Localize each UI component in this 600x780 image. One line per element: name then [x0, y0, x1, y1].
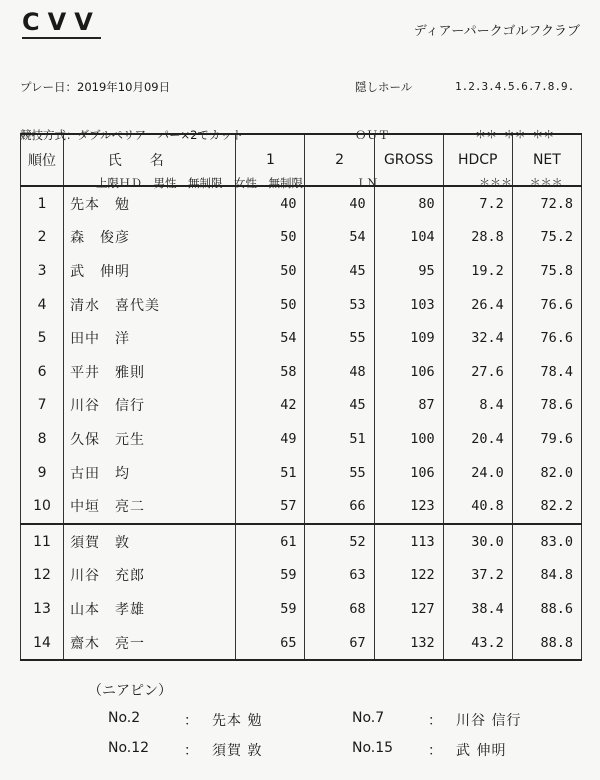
player-name-cell: 平井 雅則	[64, 355, 236, 389]
hdcp-cell: 27.6	[443, 355, 512, 389]
hdcp-cell: 37.2	[443, 559, 512, 593]
player-name-cell: 久保 元生	[64, 422, 236, 456]
rank-cell: 3	[21, 254, 64, 288]
play-date: プレー日：2019年10月09日	[20, 80, 171, 94]
net-cell: 78.6	[512, 389, 581, 423]
round-1-cell: 54	[236, 321, 305, 355]
player-name-cell: 川谷 充郎	[64, 559, 236, 593]
rank-cell: 14	[21, 626, 64, 661]
round-1-cell: 51	[236, 456, 305, 490]
nearpin-colon: ：	[428, 713, 442, 729]
player-name-cell: 武 伸明	[64, 254, 236, 288]
net-cell: 79.6	[512, 422, 581, 456]
hdcp-cell: 43.2	[443, 626, 512, 661]
rank-cell: 4	[21, 288, 64, 322]
hidden-hole-label: 隠しホール	[355, 80, 413, 94]
rank-cell: 11	[21, 524, 64, 559]
handicap-limits: 上限ＨＤ 男性 無制限 女性 無制限	[96, 176, 303, 190]
round-1-cell: 65	[236, 626, 305, 661]
gross-cell: 106	[374, 456, 443, 490]
gross-cell: 127	[374, 592, 443, 626]
table-header-row	[21, 134, 582, 186]
player-name-cell: 川谷 信行	[64, 389, 236, 423]
net-cell: 82.0	[512, 456, 581, 490]
round-2-cell: 45	[305, 389, 374, 423]
in-label: ＩＮ	[355, 176, 378, 190]
gross-cell: 104	[374, 221, 443, 255]
hdcp-cell: 8.4	[443, 389, 512, 423]
club-name: ディアーパークゴルフクラブ	[413, 24, 580, 39]
nearpin-item	[108, 740, 262, 760]
round-2-cell: 53	[305, 288, 374, 322]
nearpin-item	[352, 710, 521, 730]
round-2-cell: 55	[305, 456, 374, 490]
net-cell: 88.6	[512, 592, 581, 626]
hdcp-cell: 26.4	[443, 288, 512, 322]
rank-cell: 12	[21, 559, 64, 593]
gross-cell: 95	[374, 254, 443, 288]
round-1-cell: 59	[236, 592, 305, 626]
hdcp-cell: 40.8	[443, 489, 512, 524]
table-row	[21, 489, 582, 524]
header-rank: 順位	[21, 134, 64, 186]
hdcp-cell: 20.4	[443, 422, 512, 456]
nearpin-title: （ニアピン）	[88, 683, 172, 699]
hdcp-cell: 24.0	[443, 456, 512, 490]
round-1-cell: 59	[236, 559, 305, 593]
round-1-cell: 49	[236, 422, 305, 456]
header-round-2: 2	[305, 134, 374, 186]
round-1-cell: 42	[236, 389, 305, 423]
net-cell: 82.2	[512, 489, 581, 524]
rank-cell: 6	[21, 355, 64, 389]
nearpin-hole: No.12	[108, 740, 150, 756]
round-2-cell: 63	[305, 559, 374, 593]
nearpin-player: 川谷 信行	[456, 713, 522, 729]
round-2-cell: 51	[305, 422, 374, 456]
gross-cell: 113	[374, 524, 443, 559]
table-row	[21, 389, 582, 423]
table-row	[21, 221, 582, 255]
competition-format: 競技方式：ダブルペリア パー×2でカット	[20, 128, 244, 142]
document-title: CVV	[22, 8, 101, 39]
gross-cell: 100	[374, 422, 443, 456]
nearpin-hole: No.2	[108, 710, 141, 726]
player-name-cell: 田中 洋	[64, 321, 236, 355]
table-row	[21, 456, 582, 490]
round-2-cell: 55	[305, 321, 374, 355]
nearpin-player: 武 伸明	[456, 743, 507, 759]
round-2-cell: 45	[305, 254, 374, 288]
hdcp-cell: 30.0	[443, 524, 512, 559]
player-name-cell: 中垣 亮二	[64, 489, 236, 524]
rank-cell: 2	[21, 221, 64, 255]
round-1-cell: 50	[236, 254, 305, 288]
table-row	[21, 288, 582, 322]
table-row	[21, 524, 582, 559]
nearpin-colon: ：	[184, 743, 198, 759]
nearpin-hole: No.7	[352, 710, 385, 726]
hdcp-cell: 38.4	[443, 592, 512, 626]
hdcp-cell: 7.2	[443, 186, 512, 221]
table-row	[21, 559, 582, 593]
net-cell: 76.6	[512, 288, 581, 322]
table-row	[21, 422, 582, 456]
player-name-cell: 須賀 敦	[64, 524, 236, 559]
nearpin-hole: No.15	[352, 740, 394, 756]
hdcp-cell: 28.8	[443, 221, 512, 255]
rank-cell: 13	[21, 592, 64, 626]
nearpin-item	[108, 710, 262, 730]
gross-cell: 123	[374, 489, 443, 524]
nearpin-item	[352, 740, 506, 760]
in-value: ＊＊＊ ＊＊＊	[479, 176, 563, 189]
table-row	[21, 186, 582, 221]
gross-cell: 103	[374, 288, 443, 322]
net-cell: 72.8	[512, 186, 581, 221]
player-name-cell: 齋木 亮一	[64, 626, 236, 661]
header-hdcp: HDCP	[443, 134, 512, 186]
round-2-cell: 66	[305, 489, 374, 524]
results-table	[20, 133, 582, 661]
out-value: ＊＊ ＊＊ ＊＊	[475, 128, 555, 141]
round-2-cell: 52	[305, 524, 374, 559]
round-1-cell: 57	[236, 489, 305, 524]
round-2-cell: 40	[305, 186, 374, 221]
rank-cell: 5	[21, 321, 64, 355]
rank-cell: 8	[21, 422, 64, 456]
header-name: 氏名	[64, 134, 236, 186]
table-row	[21, 254, 582, 288]
round-1-cell: 61	[236, 524, 305, 559]
header-gross: GROSS	[374, 134, 443, 186]
gross-cell: 109	[374, 321, 443, 355]
net-cell: 78.4	[512, 355, 581, 389]
header-round-1: 1	[236, 134, 305, 186]
nearpin-player: 先本 勉	[212, 713, 263, 729]
net-cell: 76.6	[512, 321, 581, 355]
net-cell: 88.8	[512, 626, 581, 661]
round-2-cell: 68	[305, 592, 374, 626]
gross-cell: 80	[374, 186, 443, 221]
round-1-cell: 50	[236, 288, 305, 322]
table-row	[21, 626, 582, 661]
round-2-cell: 67	[305, 626, 374, 661]
hidden-hole-value: 1.2.3.4.5.6.7.8.9.	[455, 80, 575, 93]
nearpin-colon: ：	[428, 743, 442, 759]
round-2-cell: 54	[305, 221, 374, 255]
table-row	[21, 592, 582, 626]
gross-cell: 122	[374, 559, 443, 593]
rank-cell: 7	[21, 389, 64, 423]
hdcp-cell: 32.4	[443, 321, 512, 355]
rank-cell: 9	[21, 456, 64, 490]
round-2-cell: 48	[305, 355, 374, 389]
player-name-cell: 清水 喜代美	[64, 288, 236, 322]
out-label: ＯＵＴ	[355, 128, 390, 142]
player-name-cell: 先本 勉	[64, 186, 236, 221]
hdcp-cell: 19.2	[443, 254, 512, 288]
round-1-cell: 58	[236, 355, 305, 389]
header-net: NET	[512, 134, 581, 186]
gross-cell: 132	[374, 626, 443, 661]
round-1-cell: 50	[236, 221, 305, 255]
nearpin-player: 須賀 敦	[212, 743, 263, 759]
gross-cell: 87	[374, 389, 443, 423]
round-1-cell: 40	[236, 186, 305, 221]
rank-cell: 10	[21, 489, 64, 524]
net-cell: 84.8	[512, 559, 581, 593]
player-name-cell: 山本 孝雄	[64, 592, 236, 626]
player-name-cell: 森 俊彦	[64, 221, 236, 255]
rank-cell: 1	[21, 186, 64, 221]
table-row	[21, 321, 582, 355]
nearpin-colon: ：	[184, 713, 198, 729]
player-name-cell: 古田 均	[64, 456, 236, 490]
table-row	[21, 355, 582, 389]
net-cell: 83.0	[512, 524, 581, 559]
gross-cell: 106	[374, 355, 443, 389]
net-cell: 75.2	[512, 221, 581, 255]
net-cell: 75.8	[512, 254, 581, 288]
